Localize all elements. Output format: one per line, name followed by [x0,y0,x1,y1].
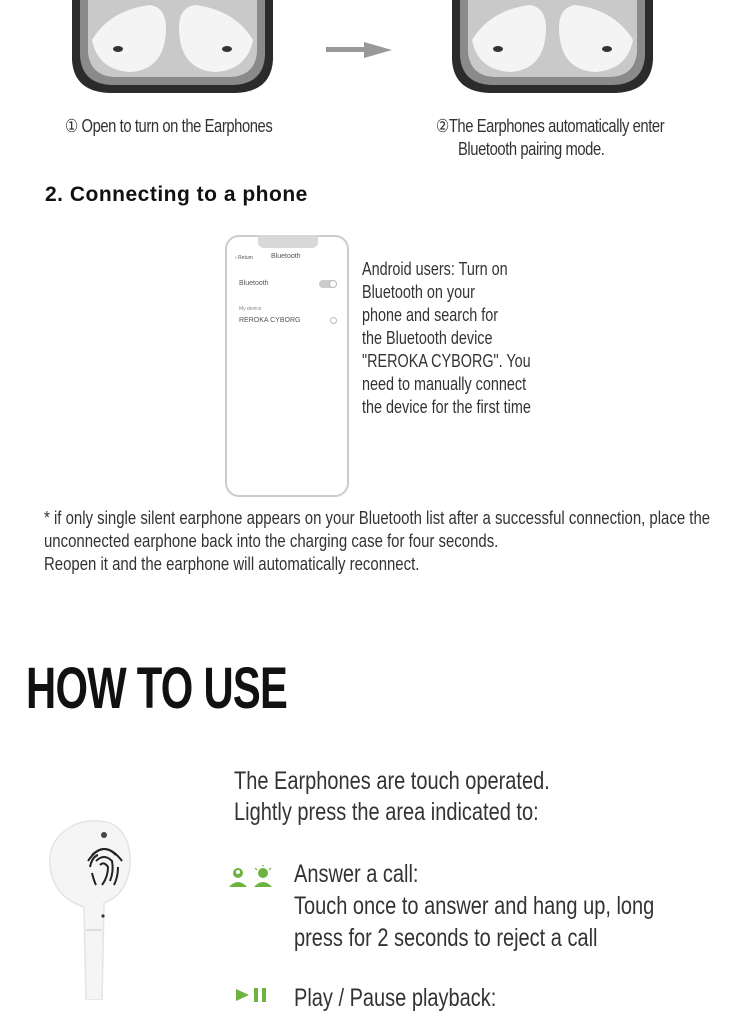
call-icon [228,865,274,889]
feature-line: press for 2 seconds to reject a call [294,924,598,952]
how-to-use-title: HOW TO USE [26,656,288,721]
phone-bluetooth-label: Bluetooth [239,280,269,287]
android-line: Bluetooth on your [362,282,475,302]
feature-line: Play / Pause playback: [294,984,497,1012]
feature-answer-call [294,858,654,954]
phone-screen-title: Bluetooth [271,253,301,260]
android-line: the device for the first time [362,397,531,417]
note-line: Reopen it and the earphone will automatically reconnect. [44,554,420,574]
arrow-right-icon [326,42,392,58]
step2-caption-line1: ②The Earphones automatically enter [436,116,665,136]
android-line: phone and search for [362,305,499,325]
android-line: "REROKA CYBORG". You [362,351,531,371]
phone-bluetooth-toggle [319,280,337,288]
android-line: the Bluetooth device [362,328,493,348]
phone-my-device-label: My device [239,306,262,312]
android-line: need to manually connect [362,374,527,394]
intro-line: Lightly press the area indicated to: [234,798,539,826]
note-line: unconnected earphone back into the charging case for four seconds. [44,531,499,551]
feature-line: Touch once to answer and hang up, long [294,892,655,920]
case-open-illustration [70,0,275,96]
android-line: Android users: Turn on [362,259,508,279]
note-line: * if only single silent earphone appears on your Bluetooth list after a successful connection, place the [44,508,711,528]
intro-line: The Earphones are touch operated. [234,767,550,795]
info-icon [330,317,337,324]
earphone-illustration [40,815,150,1000]
phone-back-link: ‹ Return [235,255,254,261]
section-title: 2. Connecting to a phone [45,183,308,206]
step1-caption: ① Open to turn on the Earphones [65,116,273,136]
case-pairing-illustration [450,0,655,96]
step2-caption-line2: Bluetooth pairing mode. [458,139,605,159]
android-instructions [362,258,531,419]
feature-play-pause [294,982,496,1014]
phone-mockup [225,235,349,497]
phone-notch [258,235,318,248]
touch-intro [234,766,550,828]
phone-device-name: REROKA CYBORG [239,317,301,324]
feature-line: Answer a call: [294,860,419,888]
reconnect-note [44,507,710,576]
